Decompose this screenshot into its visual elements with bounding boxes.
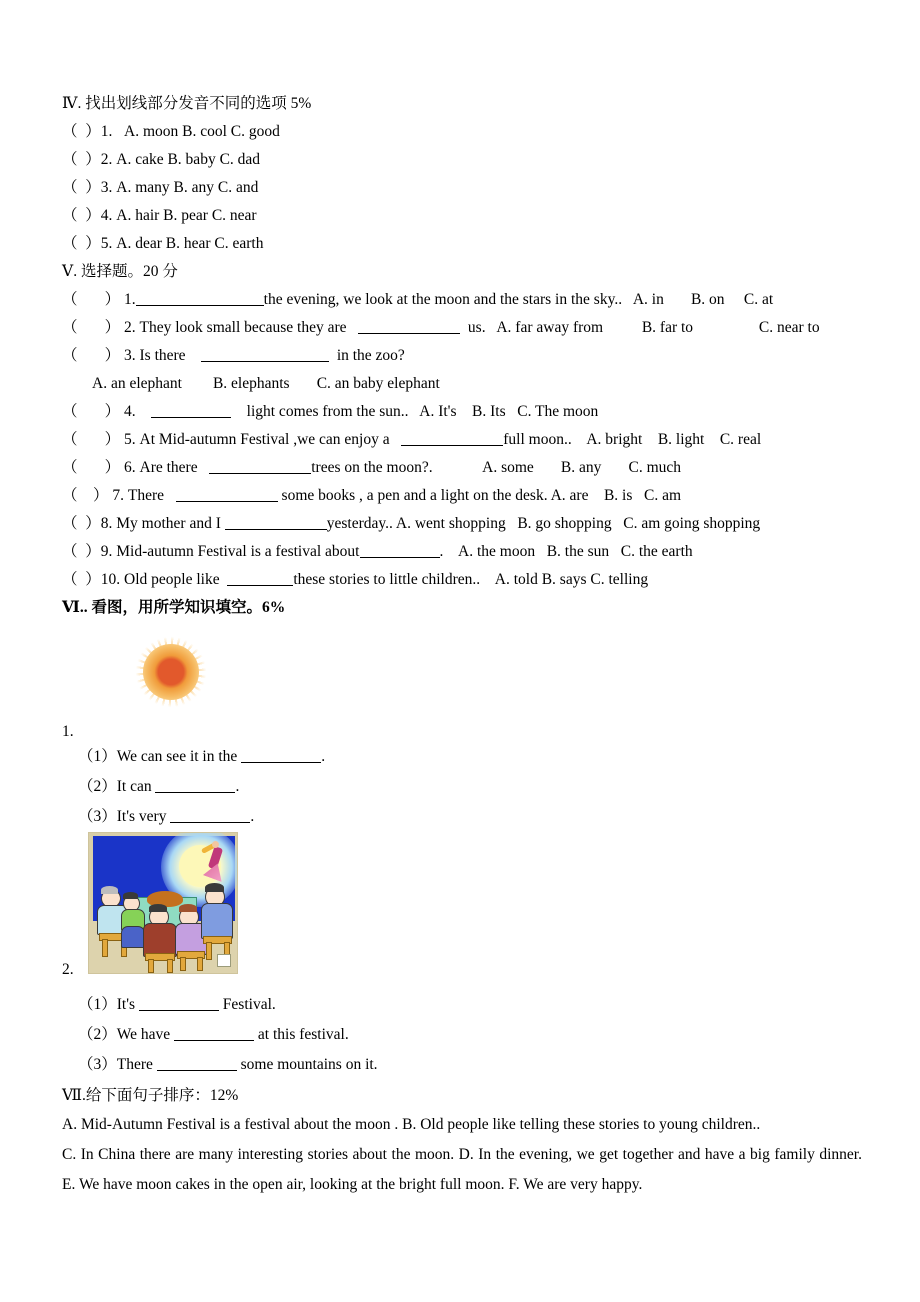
answer-blank[interactable]: [174, 1026, 254, 1041]
answer-blank[interactable]: [170, 808, 250, 823]
stool-leg: [206, 942, 212, 960]
question-post-text: us. A. far away from B. far to C. near to: [460, 319, 820, 336]
answer-blank[interactable]: [209, 459, 311, 474]
fill-pre-text: （1）We can see it in the: [78, 748, 242, 765]
fill-post-text: .: [235, 778, 240, 795]
question-options-line: [62, 370, 862, 398]
answer-blank[interactable]: [225, 515, 327, 530]
stool-leg: [180, 957, 186, 971]
question-post-text: light comes from the sun.. A. It's B. Its C. The moon: [231, 403, 599, 420]
person-body: [201, 903, 233, 939]
question-pre-text: My mother and I: [112, 515, 225, 532]
question-text: A. dear B. hear C. earth: [112, 235, 264, 252]
question-text: A. hair B. pear C. near: [112, 207, 257, 224]
person-hair: [179, 904, 197, 912]
sun-icon: [116, 622, 226, 722]
question-line: [62, 426, 862, 454]
worksheet-content: [62, 90, 862, 1200]
question-line: [62, 286, 862, 314]
fill-pre-text: （3）There: [78, 1056, 157, 1073]
answer-blank[interactable]: [201, 347, 329, 362]
question-post-text: . A. the moon B. the sun C. the earth: [439, 543, 693, 560]
question-marker[interactable]: （ ）5.: [62, 235, 113, 252]
stool-leg: [197, 957, 203, 971]
question-line: [62, 510, 862, 538]
answer-blank[interactable]: [157, 1056, 237, 1071]
ordering-sentence-block: C. In China there are many interesting stories about the moon. D. In the evening, we get together and have a big family dinner. E. We have moon cakes in the open air, looking at the bright full moon. F. We are very happy.: [62, 1146, 862, 1193]
picture-item-number: 2.: [62, 961, 74, 978]
question-post-text: some books , a pen and a light on the desk. A. are B. is C. am: [277, 487, 682, 504]
question-line: [62, 342, 862, 370]
answer-blank[interactable]: [358, 319, 460, 334]
stool-leg: [148, 959, 154, 973]
question-post-text: in the zoo?: [329, 347, 405, 364]
answer-blank[interactable]: [136, 291, 264, 306]
question-pre-text: Old people like: [120, 571, 228, 588]
paper-icon: [217, 954, 231, 967]
question-pre-text: [136, 403, 152, 420]
question-pre-text: There: [124, 487, 176, 504]
stool-leg: [167, 959, 173, 973]
question-text: A. cake B. baby C. dad: [112, 151, 261, 168]
question-text: A. many B. any C. and: [112, 179, 259, 196]
question-marker[interactable]: （ ）8.: [62, 515, 113, 532]
question-post-text: these stories to little children.. A. told B. says C. telling: [293, 571, 649, 588]
question-line: [62, 482, 862, 510]
question-line: [62, 538, 862, 566]
fill-post-text: some mountains on it.: [236, 1056, 378, 1073]
fill-blank-line: [62, 742, 862, 772]
question-marker[interactable]: （ ） 5.: [62, 431, 136, 448]
picture-item-number: 1.: [62, 723, 74, 740]
section-5-heading: Ⅴ. 选择题。20 分: [62, 263, 178, 280]
fill-blank-line: [62, 990, 862, 1020]
question-pre-text: At Mid-autumn Festival ,we can enjoy a: [135, 431, 402, 448]
person-hair: [123, 892, 138, 899]
person-hair: [101, 886, 118, 894]
question-marker[interactable]: （ ）1.: [62, 123, 113, 140]
question-line: [62, 566, 862, 594]
stool-leg: [102, 939, 108, 957]
question-pre-text: Mid-autumn Festival is a festival about: [112, 543, 360, 560]
question-marker[interactable]: （ ）3.: [62, 179, 113, 196]
section-4-heading: Ⅳ. 找出划线部分发音不同的选项 5%: [62, 95, 312, 112]
fill-post-text: at this festival.: [254, 1026, 349, 1043]
question-marker[interactable]: （ ） 3.: [62, 347, 136, 364]
fill-post-text: Festival.: [218, 996, 276, 1013]
answer-blank[interactable]: [155, 778, 235, 793]
answer-blank[interactable]: [176, 487, 278, 502]
answer-blank[interactable]: [227, 571, 293, 586]
question-marker[interactable]: （ ） 2.: [62, 319, 136, 336]
fill-blank-line: [62, 802, 862, 832]
person-hair: [205, 883, 224, 892]
fill-blank-line: [62, 772, 862, 802]
fill-blank-line: [62, 1020, 862, 1050]
answer-blank[interactable]: [401, 431, 503, 446]
question-post-text: yesterday.. A. went shopping B. go shopping C. am going shopping: [326, 515, 761, 532]
question-line: [62, 398, 862, 426]
question-pre-text: Are there: [135, 459, 210, 476]
fill-pre-text: （2）It can: [78, 778, 156, 795]
ordering-sentence-block: A. Mid-Autumn Festival is a festival about the moon . B. Old people like telling these stories to young children..: [62, 1116, 761, 1133]
person-body: [143, 923, 177, 957]
fill-pre-text: （3）It's very: [78, 808, 171, 825]
question-marker[interactable]: （ ）2.: [62, 151, 113, 168]
question-marker[interactable]: （ ）10.: [62, 571, 121, 588]
question-marker[interactable]: （ ）9.: [62, 543, 113, 560]
question-marker[interactable]: （ ） 7.: [62, 487, 125, 504]
question-post-text: the evening, we look at the moon and the stars in the sky.. A. in B. on C. at: [263, 291, 774, 308]
fill-blank-line: [62, 1050, 862, 1080]
question-options: A. an elephant B. elephants C. an baby elephant: [92, 375, 440, 392]
question-line: [62, 454, 862, 482]
question-marker[interactable]: （ ） 1.: [62, 291, 136, 308]
person-hair: [149, 904, 167, 912]
question-line: [62, 174, 862, 202]
question-line: [62, 230, 862, 258]
question-post-text: full moon.. A. bright B. light C. real: [503, 431, 762, 448]
fill-post-text: .: [250, 808, 255, 825]
section-7-heading: Ⅶ.给下面句子排序：12%: [62, 1087, 239, 1104]
question-marker[interactable]: （ ） 4.: [62, 403, 136, 420]
fairy-head-icon: [212, 841, 219, 848]
question-pre-text: Is there: [135, 347, 202, 364]
fill-pre-text: （2）We have: [78, 1026, 175, 1043]
answer-blank[interactable]: [139, 996, 219, 1011]
answer-blank[interactable]: [151, 403, 231, 418]
question-pre-text: They look small because they are: [135, 319, 359, 336]
answer-blank[interactable]: [241, 748, 321, 763]
question-marker[interactable]: （ ） 6.: [62, 459, 136, 476]
answer-blank[interactable]: [360, 543, 440, 558]
question-line: [62, 314, 862, 342]
question-text: A. moon B. cool C. good: [112, 123, 280, 140]
fill-pre-text: （1）It's: [78, 996, 139, 1013]
question-line: [62, 202, 862, 230]
question-line: [62, 118, 862, 146]
question-marker[interactable]: （ ）4.: [62, 207, 113, 224]
mid-autumn-festival-icon: [88, 832, 238, 974]
fill-post-text: .: [321, 748, 326, 765]
section-6-heading: Ⅵ.. 看图，用所学知识填空。6%: [62, 599, 286, 616]
question-line: [62, 146, 862, 174]
sun-disc-icon: [143, 644, 199, 700]
question-post-text: trees on the moon?. A. some B. any C. much: [311, 459, 682, 476]
person-legs: [121, 926, 145, 948]
